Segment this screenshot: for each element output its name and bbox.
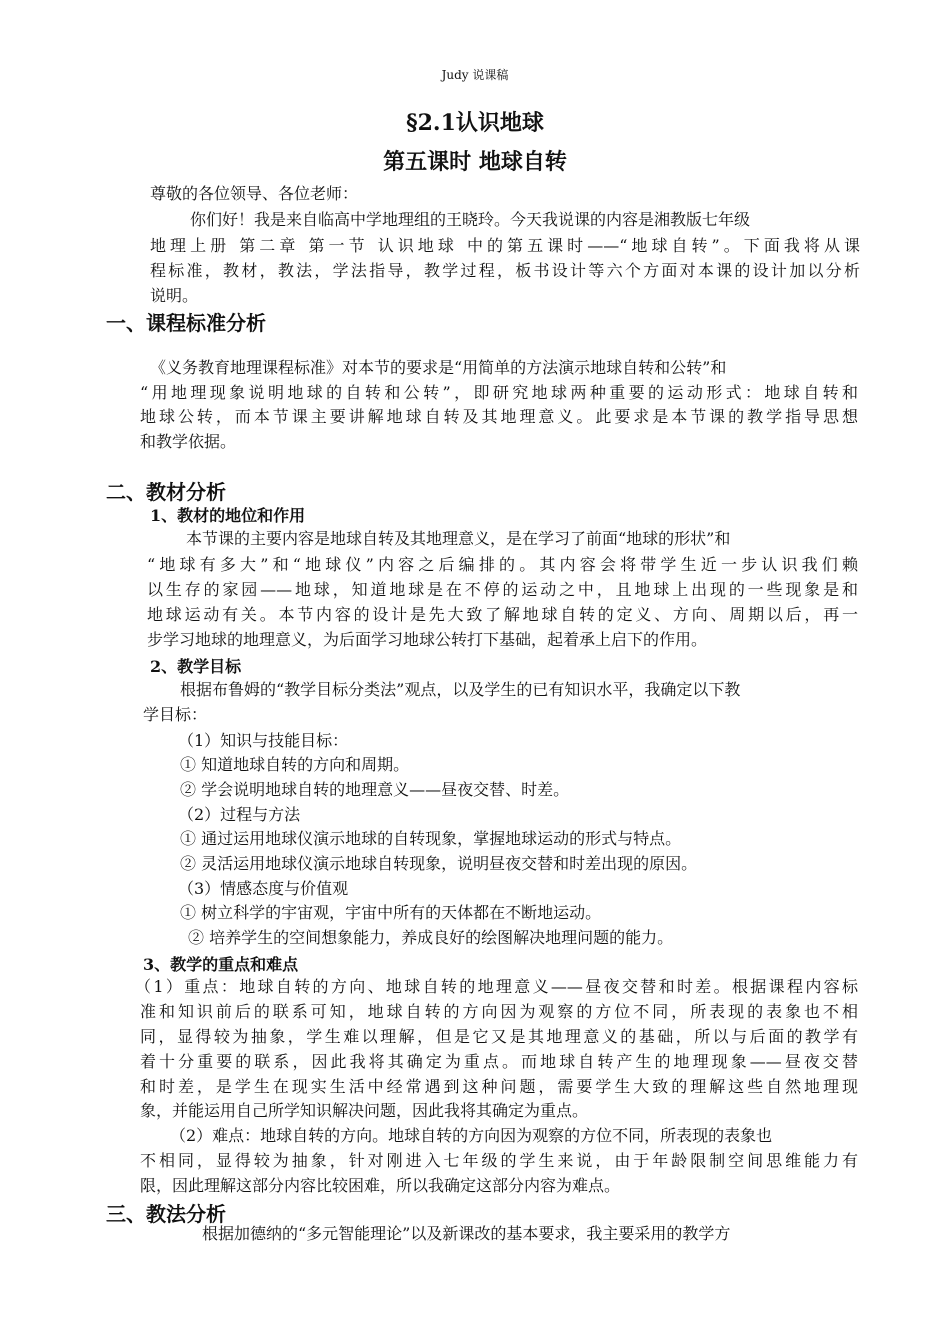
goal-item: ② 培养学生的空间想象能力，养成良好的绘图解决地理问题的能力。 <box>188 928 674 947</box>
paragraph-line: 不相同，显得较为抽象，针对刚进入七年级的学生来说，由于年龄限制空间思维能力有 <box>140 1151 858 1170</box>
paragraph-line: 和教学依据。 <box>140 432 237 451</box>
goal-item: ① 树立科学的宇宙观，宇宙中所有的天体都在不断地运动。 <box>180 903 602 922</box>
paragraph-line: “地球有多大”和“地球仪”内容之后编排的。其内容会将带学生近一步认识我们赖 <box>147 555 858 574</box>
subsection-heading: 1、教材的地位和作用 <box>150 506 306 525</box>
subsection-heading: 2、教学目标 <box>150 657 242 676</box>
paragraph-line: 限，因此理解这部分内容比较困难，所以我确定这部分内容为难点。 <box>140 1176 621 1195</box>
intro-line: 说明。 <box>150 286 199 305</box>
paragraph-line: 步学习地球的地理意义，为后面学习地球公转打下基础，起着承上启下的作用。 <box>147 630 708 649</box>
goal-item: （1）知识与技能目标： <box>178 731 349 750</box>
paragraph-line: 和时差，是学生在现实生活中经常遇到这种问题，需要学生大致的理解这些自然地理现 <box>140 1077 858 1096</box>
intro-line: 地理上册 第二章 第一节 认识地球 中的第五课时——“地球自转”。下面我将从课 <box>150 236 860 255</box>
paragraph-line: 准和知识前后的联系可知，地球自转的方向因为观察的方位不同，所表现的表象也不相 <box>140 1002 858 1021</box>
section-heading: 三、教法分析 <box>106 1202 226 1226</box>
subsection-heading: 3、教学的重点和难点 <box>143 955 299 974</box>
paragraph-line: 着十分重要的联系，因此我将其确定为重点。而地球自转产生的地理现象——昼夜交替 <box>140 1052 858 1071</box>
paragraph-line: 根据加德纳的“多元智能理论”以及新课改的基本要求，我主要采用的教学方 <box>202 1224 731 1243</box>
document-subtitle: 第五课时 地球自转 <box>383 149 567 175</box>
paragraph-line: 以生存的家园——地球，知道地球是在不停的运动之中，且地球上出现的一些现象是和 <box>147 580 858 599</box>
paragraph-line: 本节课的主要内容是地球自转及其地理意义，是在学习了前面“地球的形状”和 <box>186 529 731 548</box>
page-header: Judy 说课稿 <box>441 68 509 82</box>
paragraph-line: 象，并能运用自己所学知识解决问题，因此我将其确定为重点。 <box>140 1101 589 1120</box>
goal-item: ② 灵活运用地球仪演示地球自转现象，说明昼夜交替和时差出现的原因。 <box>180 854 698 873</box>
goal-item: ① 知道地球自转的方向和周期。 <box>180 755 410 774</box>
intro-line: 程标准，教材，教法，学法指导，教学过程，板书设计等六个方面对本课的设计加以分析 <box>150 261 860 280</box>
goal-item: （2）过程与方法 <box>178 805 301 824</box>
paragraph-line: “用地理现象说明地球的自转和公转”，即研究地球两种重要的运动形式：地球自转和 <box>140 383 858 402</box>
goal-item: ① 通过运用地球仪演示地球的自转现象，掌握地球运动的形式与特点。 <box>180 829 682 848</box>
paragraph-line: 学目标： <box>143 705 208 724</box>
intro-line: 你们好！我是来自临高中学地理组的王晓玲。今天我说课的内容是湘教版七年级 <box>190 210 751 229</box>
paragraph-line: 地球运动有关。本节内容的设计是先大致了解地球自转的定义、方向、周期以后，再一 <box>147 605 858 624</box>
paragraph-line: （1）重点：地球自转的方向、地球自转的地理意义——昼夜交替和时差。根据课程内容标 <box>135 977 858 996</box>
goal-item: （3）情感态度与价值观 <box>178 879 349 898</box>
paragraph-line: 同，显得较为抽象，学生难以理解，但是它又是其地理意义的基础，所以与后面的教学有 <box>140 1027 858 1046</box>
paragraph-line: 地球公转，而本节课主要讲解地球自转及其地理意义。此要求是本节课的教学指导思想 <box>140 407 858 426</box>
document-title: §2.1认识地球 <box>406 110 544 136</box>
goal-item: ② 学会说明地球自转的地理意义——昼夜交替、时差。 <box>180 780 570 799</box>
paragraph-line: 《义务教育地理课程标准》对本节的要求是“用简单的方法演示地球自转和公转”和 <box>150 358 727 377</box>
paragraph-line: 根据布鲁姆的“教学目标分类法”观点，以及学生的已有知识水平，我确定以下教 <box>180 680 741 699</box>
greeting: 尊敬的各位领导、各位老师： <box>150 184 359 203</box>
section-heading: 二、教材分析 <box>106 480 226 504</box>
section-heading: 一、课程标准分析 <box>106 311 266 335</box>
paragraph-line: （2）难点：地球自转的方向。地球自转的方向因为观察的方位不同，所表现的表象也 <box>170 1126 773 1145</box>
